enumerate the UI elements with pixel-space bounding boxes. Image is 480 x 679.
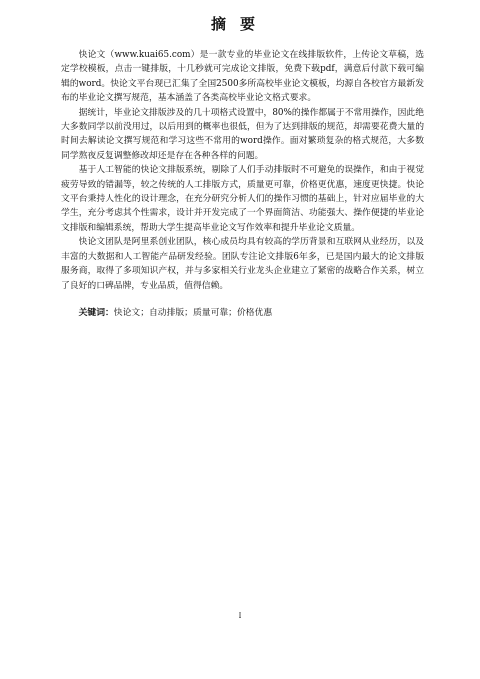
- abstract-title: 摘要: [210, 15, 269, 33]
- abstract-paragraph-4: 快论文团队是阿里系创业团队，核心成员均具有较高的学历背景和互联网从业经历，以及丰富的大数据和人工智能产品研发经验。团队专注论文排版6年多，已是国内最大的论文排版服务商，取得了多项知识产权，并与多家相关行业龙头企业建立了紧密的战略合作关系，树立了良好的口碑品牌，专业品质，值得信赖。: [61, 237, 424, 291]
- abstract-body: [61, 48, 424, 320]
- keywords-text: 快论文；自动排版；质量可靠；价格优惠: [113, 307, 273, 318]
- abstract-paragraph-1: 快论文（www.kuai65.com）是一款专业的毕业论文在线排版软件，上传论文草稿，选定学校模板，点击一键排版，十几秒就可完成论文排版，免费下载pdf，满意后付款下载可编辑的word。快论文平台现已汇集了全国2500多所高校毕业论文模板，均源自各校官方最新发布的毕业论文撰写规范，基本涵盖了各类高校毕业论文格式要求。: [61, 50, 424, 104]
- abstract-paragraph-3: 基于人工智能的快论文排版系统，剔除了人们手动排版时不可避免的误操作，和由于视觉疲劳导致的错漏等，较之传统的人工排版方式，质量更可靠，价格更优惠，速度更快捷。快论文平台秉持人性化的设计理念，在充分研究分析人们的操作习惯的基础上，针对应届毕业的大学生，充分考虑其个性需求，设计并开发完成了一个界面简洁、功能强大、操作便捷的毕业论文排版和编辑系统，帮助大学生提高毕业论文写作效率和提升毕业论文质量。: [61, 165, 424, 233]
- abstract-paragraph-2: 据统计，毕业论文排版涉及的几十项格式设置中，80%的操作都属于不常用操作，因此绝大多数同学以前没用过，以后用到的概率也很低，但为了达到排版的规范，却需要花费大量的时间去解读论文撰写规范和学习这些不常用的word操作。面对繁琐复杂的格式规范，大多数同学熬夜反复调整修改却还是存在各种各样的问题。: [61, 107, 424, 161]
- keywords-label: 关键词：: [78, 307, 114, 318]
- page-number: I: [238, 612, 242, 620]
- keywords-line: [61, 306, 424, 320]
